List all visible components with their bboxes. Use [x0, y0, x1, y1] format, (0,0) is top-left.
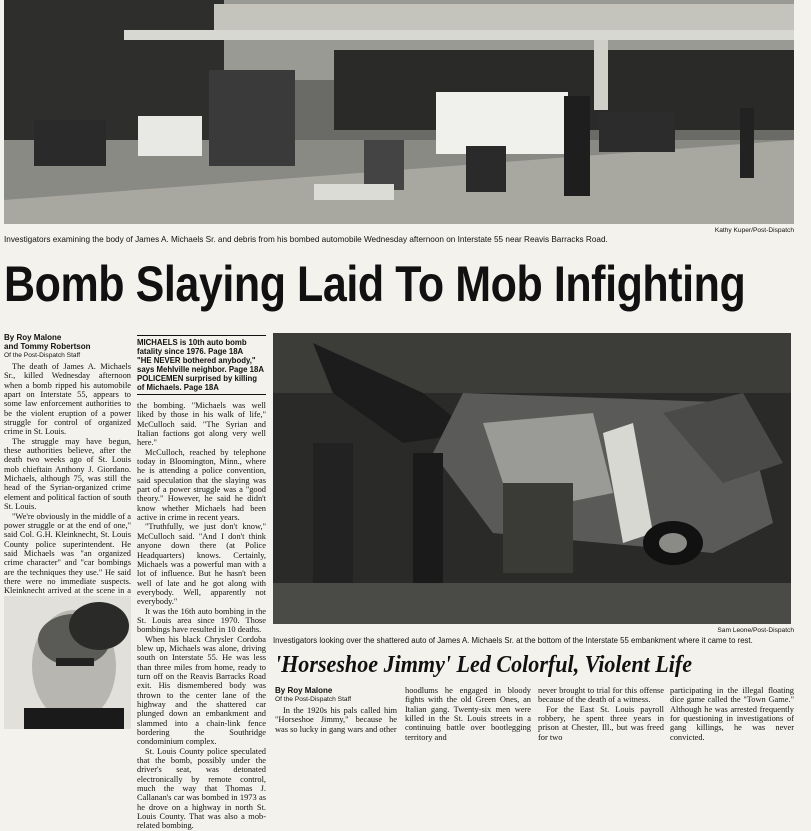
paragraph: It was the 16th auto bombing in the St. Louis area since 1970. Those bombings have resulted in 10 deaths. — [137, 606, 266, 635]
paragraph: When his black Chrysler Cordoba blew up, Michaels was alone, driving south on Interstate 55. He was less than three miles from home, ready to turn off on the Reavis Barracks Road exit. His dismembered body was thrown to the center lane of the highway and the shattered car plunged down an embankment and slammed into a chain-link fence bordering the Southridge condominium complex. — [137, 634, 266, 747]
mid-photo-credit: Sam Leone/Post-Dispatch — [717, 627, 794, 634]
paragraph: St. Louis County police speculated that the bomb, possibly under the driver's seat, was detonated electronically by remote control, much the way that Thomas J. Callanan's car was bombed in 1973 as he drove on a highway in north St. Louis County. That was also a mob-related bombing. — [137, 746, 266, 831]
sub-headline: 'Horseshoe Jimmy' Led Colorful, Violent Life — [275, 652, 693, 678]
sub-byline-author: By Roy Malone — [275, 686, 333, 695]
related-story-3: POLICEMEN surprised by killing of Michaels. Page 18A — [137, 374, 258, 392]
paragraph: The struggle may have begun, these authorities believe, after the death two weeks ago of St. Louis mob chieftain Anthony J. Giordano. Michaels, although 75, was still the head of the Syrian-organized crime element and political faction of south St. Louis. — [4, 436, 131, 512]
article-column-2 — [137, 401, 266, 831]
sub-byline — [275, 686, 395, 704]
paragraph: never brought to trial for this offense because of the death of a witness. — [538, 686, 664, 705]
related-story-2: "HE NEVER bothered anybody," says Mehlville neighbor. Page 18A — [137, 356, 264, 374]
paragraph: For the East St. Louis payroll robbery, he spent three years in prison at Chester, Ill., but was freed for two — [538, 704, 664, 742]
byline-authors-2: and Tommy Robertson — [4, 342, 91, 352]
byline — [4, 333, 132, 361]
paragraph: McCulloch, reached by telephone today in Bloomington, Minn., where he is attending a police convention, said speculation that the slaying was part of a power struggle was a "good theory." However, he said he didn't know whether Michaels had been active in crime in recent years. — [137, 447, 266, 523]
paragraph: participating in the illegal floating dice game called the "Town Game." Although he was arrested frequently for questioning in investigations of gang killings, he was never convicted. — [670, 686, 794, 742]
related-story-1: MICHAELS is 10th auto bomb fatality since 1976. Page 18A — [137, 338, 247, 356]
top-photo-caption: Investigators examining the body of James A. Michaels Sr. and debris from his bombed automobile Wednesday afternoon on Interstate 55 near Reavis Barracks Road. — [4, 235, 608, 244]
top-photo — [4, 0, 794, 224]
paragraph: In the 1920s his pals called him "Horseshoe Jimmy," because he was so lucky in gang wars and other — [275, 706, 397, 734]
related-stories-box — [137, 335, 266, 395]
sub-column-2 — [405, 686, 531, 742]
mid-photo-caption: Investigators looking over the shattered auto of James A. Michaels Sr. at the bottom of the Interstate 55 embankment where it came to rest. — [273, 636, 753, 645]
wrecked-car-photo — [273, 333, 791, 624]
paragraph: The death of James A. Michaels Sr., killed Wednesday afternoon when a bomb ripped his automobile apart on Interstate 55, appears to some law enforcement authorities to be the violent eruption of a power struggle for control of organized crime in St. Louis. — [4, 362, 131, 437]
sub-byline-staff: Of the Post-Dispatch Staff — [275, 696, 352, 704]
byline-authors-1: By Roy Malone — [4, 333, 62, 342]
byline-staff: Of the Post-Dispatch Staff — [4, 352, 81, 360]
portrait-photo — [4, 596, 131, 729]
sub-column-1 — [275, 706, 397, 734]
top-photo-credit: Kathy Kuper/Post-Dispatch — [714, 227, 794, 234]
main-headline: Bomb Slaying Laid To Mob Infighting — [4, 256, 746, 312]
article-column-1 — [4, 362, 131, 594]
paragraph: "Truthfully, we just don't know," McCulloch said. "And I don't think anyone down there (at Police Headquarters) knows. Certainly, Michaels was a powerful man with a lot of influence. But he hasn't been well of late and he got along with everybody. Well, apparently not everybody." — [137, 522, 266, 607]
paragraph: hoodlums he engaged in bloody fights with the old Green Ones, an Italian gang. Twenty-six men were killed in the St. Louis streets in a continuing battle over bootlegging territory and — [405, 686, 531, 742]
paragraph: "We're obviously in the middle of a power struggle or at the end of one," said Col. G.H. Kleinknecht, St. Louis County police superintendent. He said Michaels was "an organized crime character" and "car bombings are the techniques they use." He said there were no immediate suspects. Kleinknecht arrived at the scene in a — [4, 511, 131, 596]
paragraph: the bombing. "Michaels was well liked by those in his walk of life," McCulloch said. "The Syrian and Italian factions got along very well here." — [137, 401, 266, 448]
sub-column-3 — [538, 686, 664, 742]
sub-column-4 — [670, 686, 794, 742]
